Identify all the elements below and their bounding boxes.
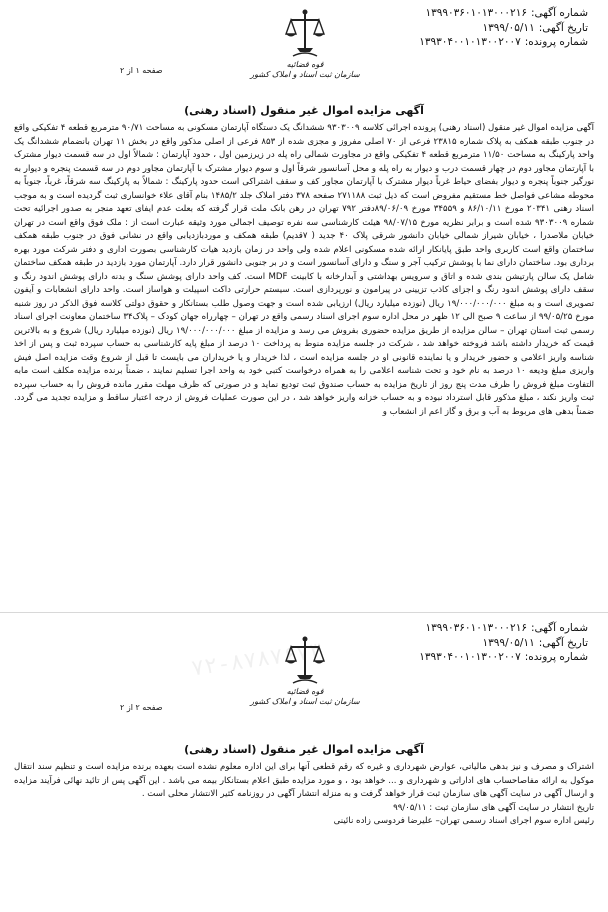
notice-meta bbox=[338, 6, 588, 50]
notice-body-text: اشتراک و مصرف و نیز بدهی مالیاتی، عوارض شهرداری و غیره که رقم قطعی آنها برای این اداره معلوم نشده است بعهده برنده مزایده است و تنظیم سند انتقال موکول به ارائه مفاصاحساب های اداراتی و شهرداری و ... خواهد بود ، و مورد مزایده طبق اعلام بستانکار بیمه می باشد . این آگهی پس از تائید نهائی فرآیند مزایده و ارسال آگهی در سایت آگهی های سازمان ثبت قرار خواهد گرفت و به منزله انتشار آگهی در روزنامه کثیر الانتشار محلی است . bbox=[14, 762, 594, 799]
notice-date: ۱۳۹۹/۰۵/۱۱ bbox=[482, 21, 535, 34]
scales-of-justice-icon bbox=[283, 8, 327, 60]
page-title: آگهی مزایده اموال غیر منقول (اسناد رهنی) bbox=[184, 743, 424, 756]
notice-date-label: تاریخ آگهی: bbox=[538, 636, 588, 649]
judiciary-emblem bbox=[250, 8, 360, 88]
notice-body: آگهی مزایده اموال غیر منقول (اسناد رهنی) پرونده اجرائی کلاسه ۹۳۰۳۰۰۹ ششدانگ یک دستگاه آپارتمان مسکونی به مساحت ۹۰/۷۱ مترمربع قطعه ۴ تفکیکی واقع در جنوب طبقه همکف به پلاک شماره ۲۳۸۱۵ فرعی از ۷۰ اصلی مفروز و مجزی شده از ۸۵۳ فرعی از اصلی مذکور واقع در بخش ۱۱ تهران بانضمام ششدانگ یک واحد پارکینگ به مساحت ۱۱/۵۰ مترمربع قطعه ۴ تفکیکی واقع در مجاورت شمالی راه پله در زیرزمین اول ، حدود آپارتمان : شمالاً اول در سه قسمت دیوار مشترک با آپارتمان مجاور دوم در چهار قسمت درب و دیوار به راه پله و محل آسانسور شرقاً اول و سوم دیوار مشترک با آپارتمان مجاور دوم در سه قسمت پنجره و دیوار به نورگیر جنوباً پنجره و دیوار بفضای حیاط غرباً دیوار مشترک با آپارتمان مجاور کف و سقف اشتراکی است حدود پارکینگ : شمالاً به پارکینگ سه شرقاً، غرباً، جنوباً به محوطه مشاعی فواصل خط مستقیم مفروض است که ذیل ثبت ۲۷۱۱۸۸ صفحه ۳۷۸ دفتر املاک جلد ۱۴۸۵/۲ بنام آقای علاء خوانساری ثبت گردیده است و به موجب اسناد رهنی ۲۰۳۴۱ مورخ ۸۶/۱۰/۱۱ و ۳۴۵۵۹ مورخ ۸۹/۰۶/۰۹دفتر ۷۹۲ تهران در رهن بانک ملت قرار گرفته که بعلت عدم ایفای تعهد منجر به صدور اجرائیه تحت شماره ۹۳۰۳۰۰۹ شده است و برابر نظریه مورخ ۹۸/۰۷/۱۵ هیئت کارشناسی سه نفره توصیف اجمالی مورد وثیقه عبارت است از : ملک فوق واقع است در تهران خیابان ملاصدرا ، خیابان شیراز شمالی خیابان دانشور شرقی پلاک ۴۰ جدید ( ۷قدیم) طبقه همکف و موردبازدیابی واقع در نشانی فوق در جنوب طبقه همکف ساختمان واقع است کاربری واحد طبق پایانکار ارائه شده مسکونی اعلام شده ولی واحد در زمان بازدید هیات کارشناسی بصورت اداری و دفتر شرکت مورد بهره برداری بود. ساختمان دارای نما با پوشش ترکیب آجر و سنگ و دارای آسانسور است و در بر جنوبی دانشور قرار دارد. آپارتمان مورد بازدید در طبقه همکف ساختمان شامل یک سالن پارتیشن بندی شده و اتاق و سرویس بهداشتی و آبدارخانه با کابینت MDF است. کف واحد دارای پوشش سنگ و بدنه دارای پوشش اندود رنگ و سقف دارای پوشش اندود رنگ و اجزای کاذب تزیینی در پیرامون و نورپردازی است. سیستم حرارتی داکت اسپیلت و هواساز است. واحد دارای انشعابات و آیفون تصویری است و به مبلغ ۱۹/۰۰۰/۰۰۰/۰۰۰ ریال (نوزده میلیارد ریال) ارزیابی شده است و جهت وصول طلب بستانکار و حقوق دولتی کلاسه فوق الذکر در روز شنبه مورخ ۹۹/۰۵/۲۵ از ساعت ۹ صبح الی ۱۲ ظهر در محل اداره سوم اجرای اسناد رسمی واقع در تهران – چهارراه جهان کودک – پلاک۳۴ ساختمان معاونت اجرای اسناد رسمی ثبت استان تهران – سالن مزایده از طریق مزایده حضوری بفروش می رسد و مزایده از مبلغ ۱۹/۰۰۰/۰۰۰/۰۰۰ ریال (نوزده میلیارد ریال) شروع و به بالاترین قیمت که خریدار داشته باشد فروخته خواهد شد ، شرکت در جلسه مزایده منوط به پرداخت ۱۰ درصد از مبلغ پایه کارشناسی به حساب سپرده ثبت و پس از اخذ شناسه واریز اعلامی و حضور خریدار و یا نماینده قانونی او در جلسه مزایده است ، لذا خریدار و یا خریداران می بایست تا قبل از شروع وقت مزایده اصل فیش واریزی مبلغ ودیعه ۱۰ درصد به نام خود و تحت شناسه اعلامی را به همراه درخواست کتبی خود به واحد اجرا تسلیم نمایند ، ضمناً برنده مزایده مکلف است مابه التفاوت مبلغ فروش را ظرف مدت پنج روز از تاریخ مزایده به حساب صندوق ثبت تودیع نماید و در صورتی که ظرف مهلت مقرر مانده فروش را به حساب سپرده ثبت واریز نکند ، مبلغ مذکور قابل استرداد نبوده و به حساب خزانه واریز خواهد شد ، در این صورت عملیات فروش از درجه اعتبار ساقط و مزایده تجدید می گردد. ضمناً بدهی های مربوط به آب و برق و گاز اعم از انشعاب و bbox=[14, 123, 595, 417]
scales-of-justice-icon bbox=[283, 635, 327, 687]
judiciary-emblem bbox=[250, 635, 360, 715]
notice-number-label: شماره آگهی: bbox=[530, 7, 588, 19]
notice-date-row bbox=[338, 21, 588, 36]
notice-number-row bbox=[338, 621, 588, 636]
file-number-label: شماره پرونده: bbox=[524, 651, 588, 663]
page-title: آگهی مزایده اموال غیر منقول (اسناد رهنی) bbox=[184, 104, 424, 117]
org-name-judiciary: قوه قضائیه bbox=[286, 60, 324, 69]
notice-date: ۱۳۹۹/۰۵/۱۱ bbox=[482, 636, 535, 649]
signature-line: رئیس اداره سوم اجرای اسناد رسمی تهران– علیرضا فردوسی زاده نائینی bbox=[333, 816, 594, 826]
notice-number-label: شماره آگهی: bbox=[530, 622, 588, 634]
watermark: ۷۲-۸۷۸۷۶۷۳ bbox=[189, 638, 325, 682]
page-divider bbox=[0, 612, 608, 613]
notice-meta bbox=[338, 621, 588, 665]
file-number: ۱۳۹۳۰۴۰۰۱۰۱۳۰۰۲۰۰۷ bbox=[419, 651, 521, 663]
page-2 bbox=[0, 615, 608, 912]
org-name-registration: سازمان ثبت اسناد و املاک کشور bbox=[250, 70, 360, 79]
file-number-row bbox=[338, 650, 588, 665]
file-number-label: شماره پرونده: bbox=[524, 36, 588, 48]
page-number: صفحه ۱ از ۲ bbox=[120, 66, 163, 75]
notice-date-row bbox=[338, 636, 588, 651]
notice-body-continued bbox=[14, 761, 594, 829]
file-number: ۱۳۹۳۰۴۰۰۱۰۱۳۰۰۲۰۰۷ bbox=[419, 36, 521, 48]
notice-date-label: تاریخ آگهی: bbox=[538, 21, 588, 34]
notice-number: ۱۳۹۹۰۳۶۰۱۰۱۳۰۰۰۲۱۶ bbox=[425, 622, 527, 634]
page-number: صفحه ۲ از ۲ bbox=[120, 703, 163, 712]
org-name-judiciary: قوه قضائیه bbox=[286, 687, 324, 696]
notice-number: ۱۳۹۹۰۳۶۰۱۰۱۳۰۰۰۲۱۶ bbox=[425, 7, 527, 19]
publish-date-line: تاریخ انتشار در سایت آگهی های سازمان ثبت : ۹۹/۰۵/۱۱ bbox=[393, 802, 594, 813]
file-number-row bbox=[338, 35, 588, 50]
org-name-registration: سازمان ثبت اسناد و املاک کشور bbox=[250, 697, 360, 706]
notice-number-row bbox=[338, 6, 588, 21]
